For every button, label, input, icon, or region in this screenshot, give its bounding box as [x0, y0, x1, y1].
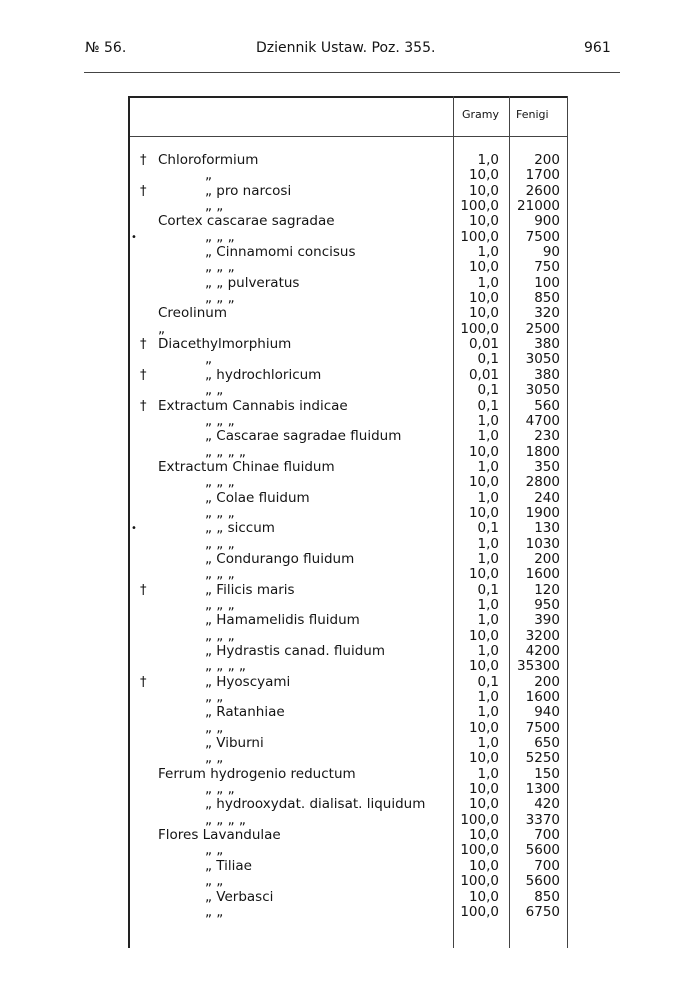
row-gramy: 10,0 [468, 796, 499, 813]
row-fenigi: 200 [534, 152, 560, 168]
table-row [0, 552, 689, 567]
row-subentry: „ „ „ [205, 781, 235, 798]
table-row [0, 659, 689, 674]
row-subentry: „ „ pulveratus [205, 274, 300, 291]
row-gramy: 1,0 [477, 428, 499, 445]
row-name: Diacethylmorphium [158, 336, 292, 353]
row-gramy: 0,1 [477, 520, 499, 537]
row-mark: † [140, 398, 147, 414]
row-subentry: „ Viburni [205, 735, 264, 752]
row-subentry: „ „ „ [205, 627, 235, 644]
row-subentry: „ „ [205, 689, 224, 706]
row-fenigi: 150 [534, 765, 560, 782]
table-row [0, 475, 689, 490]
row-gramy: 0,1 [477, 351, 499, 368]
table-row [0, 629, 689, 644]
table-row [0, 383, 689, 398]
row-gramy: 10,0 [468, 305, 499, 322]
row-gramy: 100,0 [460, 320, 499, 337]
row-fenigi: 380 [534, 336, 560, 353]
row-fenigi: 320 [534, 305, 560, 322]
row-fenigi: 200 [534, 673, 560, 690]
row-gramy: 1,0 [477, 735, 499, 752]
row-fenigi: 390 [534, 612, 560, 629]
row-fenigi: 7500 [525, 719, 560, 736]
table-header-rule [128, 136, 568, 137]
table-top-border [128, 96, 568, 98]
row-fenigi: 380 [534, 366, 560, 383]
table-row [0, 337, 689, 352]
table-row [0, 736, 689, 751]
row-fenigi: 560 [534, 397, 560, 414]
row-fenigi: 1800 [525, 443, 560, 460]
row-gramy: 1,0 [477, 596, 499, 613]
table-row [0, 644, 689, 659]
row-gramy: 10,0 [468, 259, 499, 276]
column-header-fenigi: Fenigi [516, 108, 549, 121]
row-gramy: 10,0 [468, 474, 499, 491]
row-fenigi: 1700 [525, 167, 560, 184]
row-fenigi: 850 [534, 888, 560, 905]
row-fenigi: 230 [534, 428, 560, 445]
row-subentry: „ Cinnamomi concisus [205, 244, 356, 261]
table-row [0, 828, 689, 843]
row-gramy: 10,0 [468, 888, 499, 905]
table-row [0, 506, 689, 521]
table-row [0, 705, 689, 720]
row-subentry: „ [205, 167, 212, 184]
row-fenigi: 35300 [517, 658, 560, 675]
row-subentry: „ „ „ [205, 566, 235, 583]
row-gramy: 10,0 [468, 857, 499, 874]
table-row [0, 690, 689, 705]
table-row [0, 153, 689, 168]
row-fenigi: 1900 [525, 504, 560, 521]
table-row [0, 276, 689, 291]
row-fenigi: 240 [534, 489, 560, 506]
table-row [0, 782, 689, 797]
row-fenigi: 100 [534, 274, 560, 291]
row-subentry: „ Verbasci [205, 888, 274, 905]
row-subentry: „ „ „ „ [205, 658, 246, 675]
row-name: Flores Lavandulae [158, 827, 281, 844]
row-mark: † [140, 153, 147, 168]
row-gramy: 10,0 [468, 167, 499, 184]
table-row [0, 859, 689, 874]
table-row [0, 184, 689, 199]
row-gramy: 1,0 [477, 489, 499, 506]
row-gramy: 1,0 [477, 535, 499, 552]
row-fenigi: 2800 [525, 474, 560, 491]
row-fenigi: 3200 [525, 627, 560, 644]
row-subentry: „ „ [205, 750, 224, 767]
column-header-gramy: Gramy [462, 108, 500, 121]
row-gramy: 10,0 [468, 750, 499, 767]
page-number: 961 [584, 40, 611, 56]
table-row [0, 874, 689, 889]
table-row [0, 583, 689, 598]
row-fenigi: 4700 [525, 412, 560, 429]
row-gramy: 0,01 [468, 366, 499, 383]
row-fenigi: 3370 [525, 811, 560, 828]
row-gramy: 1,0 [477, 612, 499, 629]
row-fenigi: 1300 [525, 781, 560, 798]
row-fenigi: 950 [534, 596, 560, 613]
table-row [0, 306, 689, 321]
row-subentry: „ Hydrastis canad. fluidum [205, 643, 385, 659]
row-subentry: „ [205, 351, 212, 368]
row-mark: † [140, 337, 147, 353]
row-gramy: 1,0 [477, 643, 499, 659]
row-gramy: 1,0 [477, 152, 499, 168]
row-gramy: 100,0 [460, 873, 499, 890]
row-subentry: „ „ „ „ [205, 811, 246, 828]
table-row [0, 460, 689, 475]
row-subentry: „ „ „ [205, 504, 235, 521]
row-gramy: 10,0 [468, 443, 499, 460]
row-name: „ [158, 320, 165, 337]
row-fenigi: 7500 [525, 228, 560, 245]
row-fenigi: 120 [534, 581, 560, 598]
row-name: Cortex cascarae sagradae [158, 213, 335, 230]
row-fenigi: 700 [534, 857, 560, 874]
table-row [0, 537, 689, 552]
row-subentry: „ „ [205, 873, 224, 890]
table-row [0, 843, 689, 858]
table-row [0, 567, 689, 582]
row-subentry: „ hydrooxydat. dialisat. liquidum [205, 796, 426, 813]
table-row [0, 905, 689, 920]
row-gramy: 10,0 [468, 566, 499, 583]
issue-number: № 56. [85, 40, 127, 56]
row-name: Ferrum hydrogenio reductum [158, 765, 356, 782]
table-row [0, 721, 689, 736]
row-subentry: „ „ [205, 382, 224, 399]
row-gramy: 0,1 [477, 673, 499, 690]
row-subentry: „ „ „ [205, 259, 235, 276]
table-row [0, 214, 689, 229]
row-subentry: „ „ „ [205, 596, 235, 613]
row-gramy: 10,0 [468, 182, 499, 199]
row-name: Extractum Cannabis indicae [158, 397, 348, 414]
row-gramy: 10,0 [468, 504, 499, 521]
table-row [0, 890, 689, 905]
row-fenigi: 3050 [525, 382, 560, 399]
row-gramy: 1,0 [477, 765, 499, 782]
row-gramy: 0,1 [477, 397, 499, 414]
row-gramy: 0,1 [477, 581, 499, 598]
row-fenigi: 650 [534, 735, 560, 752]
row-gramy: 0,1 [477, 382, 499, 399]
table-row [0, 445, 689, 460]
table-row [0, 491, 689, 506]
row-fenigi: 5250 [525, 750, 560, 767]
row-mark: • [131, 231, 137, 243]
row-gramy: 10,0 [468, 719, 499, 736]
table-row [0, 352, 689, 367]
row-mark: † [140, 367, 147, 383]
row-gramy: 100,0 [460, 842, 499, 859]
row-fenigi: 1600 [525, 566, 560, 583]
row-gramy: 1,0 [477, 244, 499, 261]
table-row [0, 751, 689, 766]
row-gramy: 1,0 [477, 704, 499, 721]
table-row [0, 675, 689, 690]
row-subentry: „ „ „ [205, 290, 235, 307]
row-fenigi: 90 [542, 244, 560, 261]
row-subentry: „ „ siccum [205, 520, 275, 537]
row-fenigi: 420 [534, 796, 560, 813]
row-subentry: „ Cascarae sagradae fluidum [205, 428, 402, 445]
row-fenigi: 21000 [517, 198, 560, 215]
table-row [0, 429, 689, 444]
table-row [0, 168, 689, 183]
row-fenigi: 6750 [525, 903, 560, 920]
row-gramy: 100,0 [460, 811, 499, 828]
row-fenigi: 5600 [525, 873, 560, 890]
row-subentry: „ Hamamelidis fluidum [205, 612, 360, 629]
table-row [0, 797, 689, 812]
row-fenigi: 2500 [525, 320, 560, 337]
row-subentry: „ „ „ [205, 228, 235, 245]
table-row [0, 414, 689, 429]
row-fenigi: 350 [534, 458, 560, 475]
row-subentry: „ „ „ [205, 535, 235, 552]
table-row [0, 598, 689, 613]
row-subentry: „ „ [205, 719, 224, 736]
table-body [0, 153, 689, 920]
row-subentry: „ Filicis maris [205, 581, 295, 598]
row-subentry: „ Colae fluidum [205, 489, 310, 506]
row-fenigi: 1030 [525, 535, 560, 552]
row-gramy: 100,0 [460, 228, 499, 245]
row-subentry: „ Hyoscyami [205, 673, 291, 690]
row-fenigi: 4200 [525, 643, 560, 659]
row-mark: • [131, 523, 137, 535]
row-gramy: 100,0 [460, 903, 499, 920]
row-gramy: 1,0 [477, 458, 499, 475]
row-subentry: „ „ „ [205, 474, 235, 491]
row-gramy: 1,0 [477, 689, 499, 706]
row-name: Creolinum [158, 305, 228, 322]
table-row [0, 613, 689, 628]
row-fenigi: 5600 [525, 842, 560, 859]
row-subentry: „ hydrochloricum [205, 366, 322, 383]
row-gramy: 1,0 [477, 412, 499, 429]
row-subentry: „ Ratanhiae [205, 704, 285, 721]
row-fenigi: 200 [534, 550, 560, 567]
row-gramy: 100,0 [460, 198, 499, 215]
table-row [0, 399, 689, 414]
row-gramy: 10,0 [468, 213, 499, 230]
table-row [0, 322, 689, 337]
row-fenigi: 700 [534, 827, 560, 844]
table-row [0, 199, 689, 214]
row-fenigi: 850 [534, 290, 560, 307]
row-name: Chloroformium [158, 152, 259, 168]
table-row [0, 260, 689, 275]
table-row [0, 813, 689, 828]
header-rule [84, 72, 620, 73]
row-mark: † [140, 183, 147, 199]
row-fenigi: 1600 [525, 689, 560, 706]
row-gramy: 10,0 [468, 627, 499, 644]
row-subentry: „ pro narcosi [205, 182, 292, 199]
row-fenigi: 130 [534, 520, 560, 537]
table-row [0, 230, 689, 245]
row-subentry: „ Tiliae [205, 857, 252, 874]
row-subentry: „ „ [205, 198, 224, 215]
row-subentry: „ Condurango fluidum [205, 550, 355, 567]
row-mark: † [140, 674, 147, 690]
row-subentry: „ „ „ [205, 412, 235, 429]
row-fenigi: 940 [534, 704, 560, 721]
table-row [0, 368, 689, 383]
row-gramy: 1,0 [477, 550, 499, 567]
table-row [0, 521, 689, 536]
row-gramy: 0,01 [468, 336, 499, 353]
row-gramy: 10,0 [468, 827, 499, 844]
row-fenigi: 3050 [525, 351, 560, 368]
row-gramy: 1,0 [477, 274, 499, 291]
table-row [0, 245, 689, 260]
row-fenigi: 900 [534, 213, 560, 230]
table-row [0, 291, 689, 306]
row-mark: † [140, 582, 147, 598]
row-fenigi: 2600 [525, 182, 560, 199]
row-subentry: „ „ [205, 903, 224, 920]
journal-title: Dziennik Ustaw. Poz. 355. [256, 40, 436, 56]
row-subentry: „ „ „ „ [205, 443, 246, 460]
row-fenigi: 750 [534, 259, 560, 276]
row-gramy: 10,0 [468, 290, 499, 307]
row-gramy: 10,0 [468, 658, 499, 675]
table-row [0, 767, 689, 782]
row-gramy: 10,0 [468, 781, 499, 798]
row-subentry: „ „ [205, 842, 224, 859]
row-name: Extractum Chinae fluidum [158, 458, 335, 475]
